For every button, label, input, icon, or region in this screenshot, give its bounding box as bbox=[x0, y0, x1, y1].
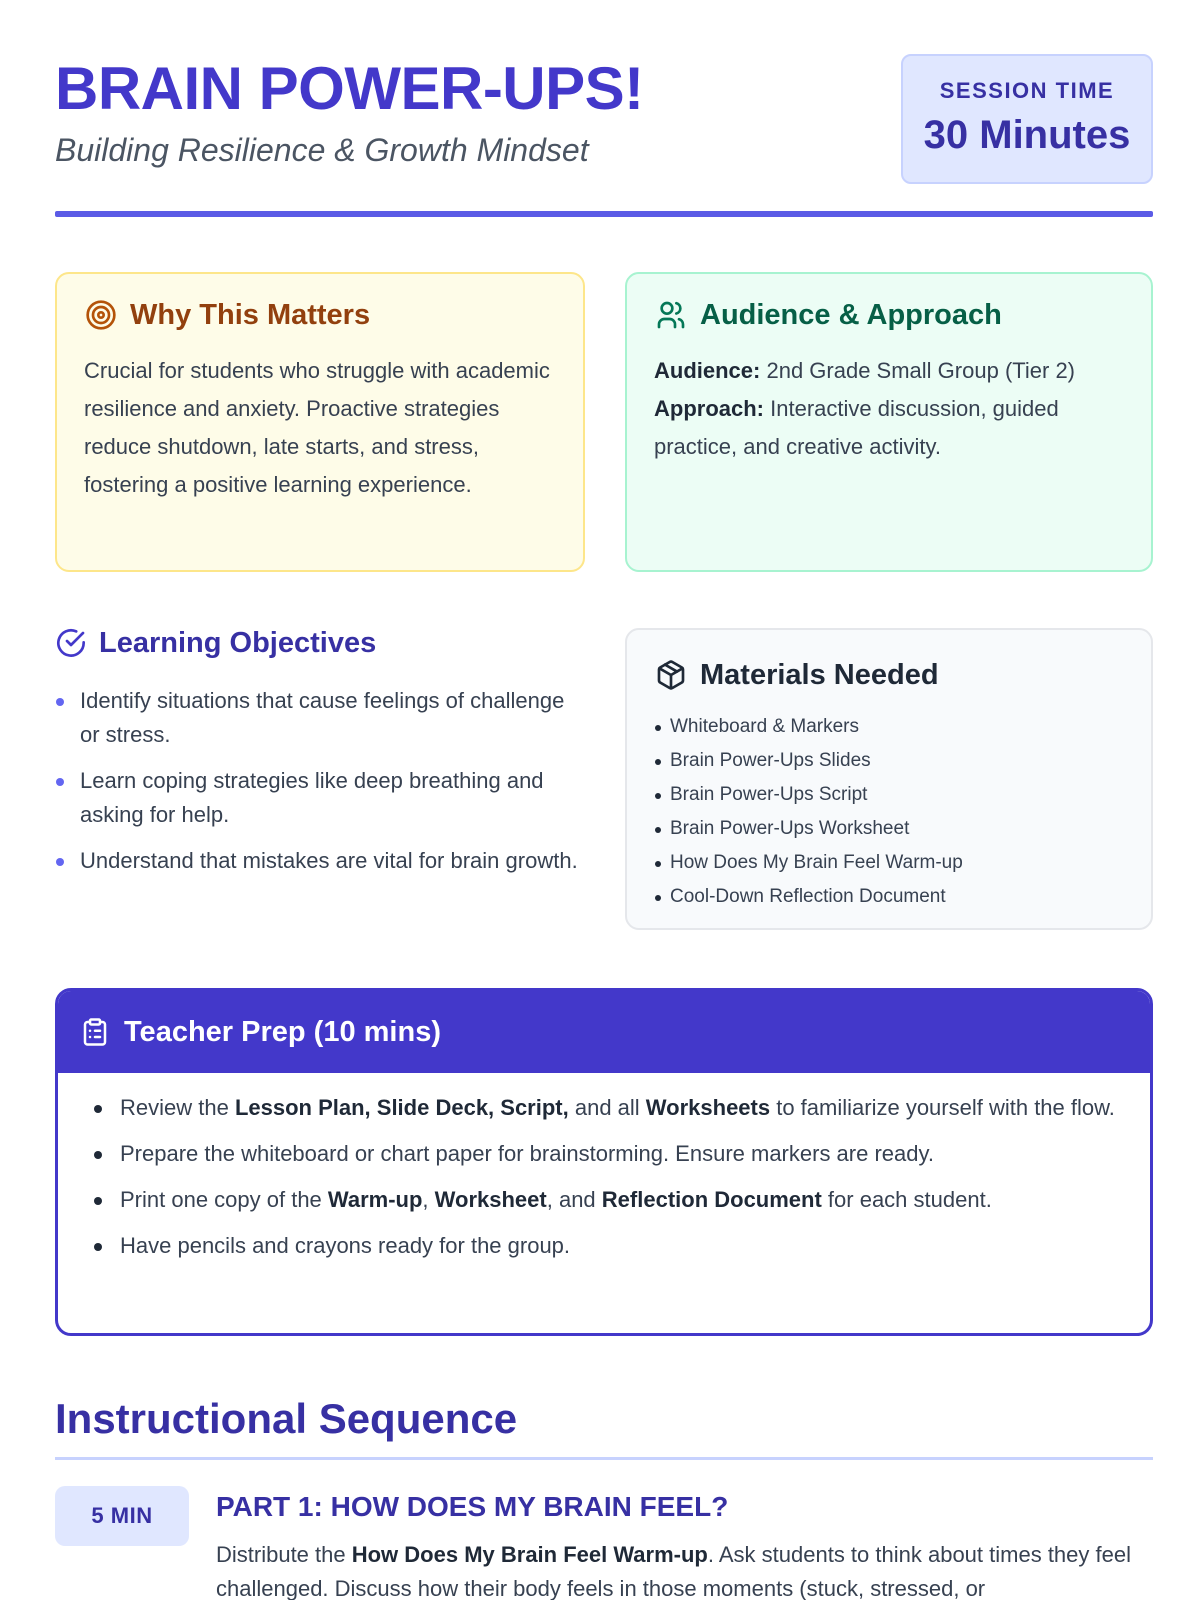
step-title: PART 1: HOW DOES MY BRAIN FEEL? bbox=[216, 1491, 729, 1522]
materials-card-header bbox=[654, 658, 939, 692]
teacher-prep-list bbox=[94, 1091, 1134, 1275]
prep-item: Prepare the whiteboard or chart paper for brainstorming. Ensure markers are ready. bbox=[94, 1137, 1134, 1171]
material-item: Whiteboard & Markers bbox=[654, 710, 1134, 744]
why-this-matters-card bbox=[55, 272, 585, 572]
package-icon bbox=[654, 658, 688, 692]
audience-value: 2nd Grade Small Group (Tier 2) bbox=[766, 358, 1076, 383]
session-time-badge bbox=[901, 54, 1153, 184]
objective-item: Learn coping strategies like deep breathing and asking for help. bbox=[55, 764, 585, 832]
teacher-prep-title: Teacher Prep (10 mins) bbox=[124, 1016, 441, 1048]
header-divider bbox=[55, 211, 1153, 217]
prep-item bbox=[94, 1183, 1134, 1217]
objective-item: Identify situations that cause feelings of challenge or stress. bbox=[55, 684, 585, 752]
objectives-header bbox=[55, 626, 376, 660]
step-text: Distribute the bbox=[216, 1542, 352, 1567]
why-card-body: Crucial for students who struggle with academic resilience and anxiety. Proactive strategies reduce shutdown, late starts, and stress, fostering a positive learning experience. bbox=[84, 358, 550, 497]
prep-bold: Worksheet bbox=[434, 1187, 547, 1212]
approach-label: Approach: bbox=[654, 396, 764, 421]
material-item: Brain Power-Ups Worksheet bbox=[654, 812, 1134, 846]
audience-card-body bbox=[654, 352, 1124, 466]
prep-text: to familiarize yourself with the flow. bbox=[770, 1095, 1115, 1120]
prep-item bbox=[94, 1091, 1134, 1125]
prep-text: and all bbox=[568, 1095, 646, 1120]
prep-text: Print one copy of the bbox=[120, 1187, 328, 1212]
prep-text: Review the bbox=[120, 1095, 235, 1120]
learning-objectives-section bbox=[55, 626, 585, 926]
audience-line bbox=[654, 352, 1124, 390]
materials-list bbox=[654, 710, 1134, 914]
session-time-label: SESSION TIME bbox=[939, 78, 1115, 103]
page-title: BRAIN POWER-UPS! bbox=[55, 55, 644, 122]
sequence-title: Instructional Sequence bbox=[55, 1395, 518, 1442]
audience-approach-card bbox=[625, 272, 1153, 572]
teacher-prep-header bbox=[58, 991, 1150, 1073]
prep-text: for each student. bbox=[821, 1187, 992, 1212]
session-time-value: 30 Minutes bbox=[923, 113, 1131, 157]
teacher-prep-card bbox=[55, 988, 1153, 1336]
audience-card-header bbox=[654, 298, 1002, 332]
prep-text: , bbox=[422, 1187, 435, 1212]
audience-label: Audience: bbox=[654, 358, 761, 383]
prep-text: , and bbox=[546, 1187, 602, 1212]
why-card-header bbox=[84, 298, 370, 332]
material-item: How Does My Brain Feel Warm-up bbox=[654, 846, 1134, 880]
lesson-plan-page bbox=[55, 0, 1153, 1600]
step-description bbox=[216, 1538, 1146, 1600]
material-item: Brain Power-Ups Script bbox=[654, 778, 1134, 812]
header bbox=[55, 54, 1153, 186]
step-text: . Ask students to think about times they feel challenged. Discuss how their body feels in those moments (stuck, stressed, or bbox=[216, 1542, 1131, 1600]
sequence-divider bbox=[55, 1457, 1153, 1460]
step-duration-badge: 5 MIN bbox=[55, 1486, 189, 1546]
check-circle-icon bbox=[55, 627, 87, 659]
users-icon bbox=[654, 298, 688, 332]
why-card-title: Why This Matters bbox=[130, 299, 371, 331]
prep-bold: Worksheets bbox=[645, 1095, 771, 1120]
objectives-title: Learning Objectives bbox=[99, 627, 377, 659]
material-item: Cool-Down Reflection Document bbox=[654, 880, 1134, 914]
approach-value: Interactive discussion, guided practice, and creative activity. bbox=[654, 396, 1059, 459]
prep-bold: Lesson Plan, Slide Deck, Script, bbox=[234, 1095, 569, 1120]
materials-card-title: Materials Needed bbox=[700, 659, 939, 691]
target-icon bbox=[84, 298, 118, 332]
audience-card-title: Audience & Approach bbox=[700, 299, 1002, 331]
approach-line bbox=[654, 390, 1124, 466]
step-bold: How Does My Brain Feel Warm-up bbox=[351, 1542, 708, 1567]
prep-bold: Reflection Document bbox=[601, 1187, 822, 1212]
materials-needed-card bbox=[625, 628, 1153, 930]
material-item: Brain Power-Ups Slides bbox=[654, 744, 1134, 778]
clipboard-list-icon bbox=[80, 1017, 110, 1047]
objectives-list bbox=[55, 684, 585, 890]
prep-bold: Warm-up bbox=[327, 1187, 423, 1212]
objective-item: Understand that mistakes are vital for brain growth. bbox=[55, 844, 585, 878]
page-subtitle: Building Resilience & Growth Mindset bbox=[55, 132, 589, 168]
prep-item: Have pencils and crayons ready for the group. bbox=[94, 1229, 1134, 1263]
